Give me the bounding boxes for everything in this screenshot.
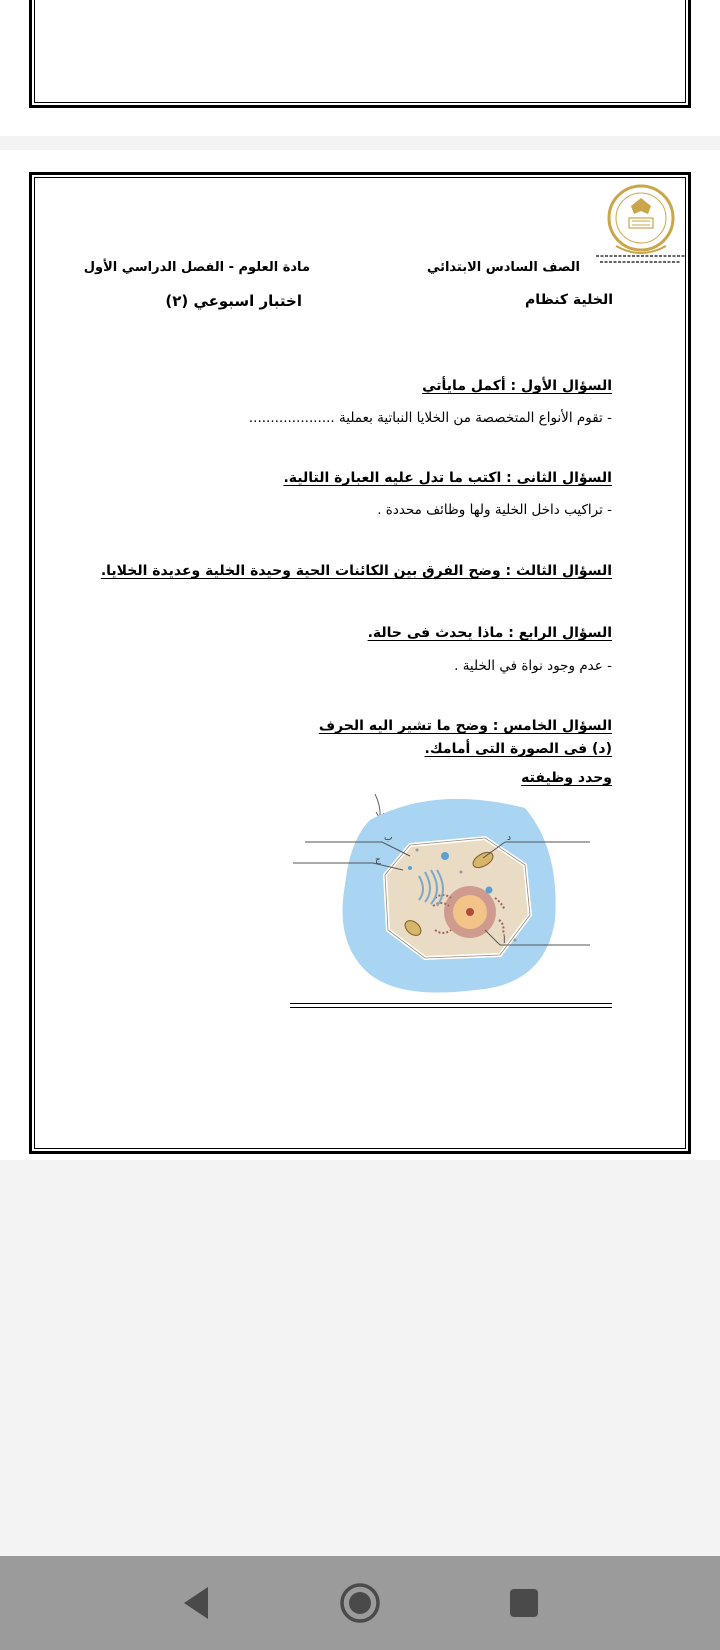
grade-label: الصف السادس الابتدائي bbox=[426, 260, 580, 275]
question-4-body: - عدم وجود نواة في الخلية . bbox=[454, 658, 612, 674]
label-c: ج bbox=[375, 855, 381, 865]
question-2-body: - تراكيب داخل الخلية ولها وظائف محددة . bbox=[377, 502, 612, 518]
question-1-title: السؤال الأول : أكمل مايأتي bbox=[422, 378, 612, 394]
question-3-title: السؤال الثالث : وضح الفرق بين الكائنات الحية وحيدة الخلية وعديدة الخلايا. bbox=[100, 563, 612, 579]
recents-square-icon bbox=[508, 1587, 540, 1619]
lesson-label: الخلية كنظام bbox=[525, 292, 613, 308]
back-button[interactable] bbox=[166, 1576, 226, 1630]
label-a: أ bbox=[503, 936, 506, 946]
exam-page bbox=[0, 150, 720, 1160]
question-5-line-3: وحدد وظيفته bbox=[521, 770, 612, 786]
label-d: د bbox=[507, 833, 512, 843]
label-b: ب bbox=[384, 833, 393, 843]
question-4-title: السؤال الرابع : ماذا يحدث فى حالة. bbox=[367, 625, 612, 641]
ministry-seal-icon bbox=[592, 184, 686, 268]
subject-term-label: مادة العلوم - الفصل الدراسي الأول bbox=[83, 260, 310, 275]
system-navigation-bar bbox=[0, 1556, 720, 1650]
back-triangle-icon bbox=[180, 1585, 212, 1621]
section-divider bbox=[290, 1003, 612, 1008]
question-2-title: السؤال الثانى : اكتب ما تدل عليه العبارة التالية. bbox=[283, 470, 612, 486]
exam-title: اختبار اسبوعي (٢) bbox=[165, 292, 302, 310]
ministry-logo bbox=[592, 184, 686, 268]
question-1-body: - تقوم الأنواع المتخصصة من الخلايا النباتية بعملية .................... bbox=[248, 410, 612, 426]
home-circle-icon bbox=[339, 1582, 381, 1624]
previous-page-frame-inner bbox=[34, 0, 686, 103]
question-5-line-2: (د) فى الصورة التى أمامك. bbox=[424, 741, 612, 757]
cell-diagram bbox=[285, 790, 615, 1005]
home-button[interactable] bbox=[330, 1576, 390, 1630]
question-5-line-1: السؤال الخامس : وضح ما تشير اليه الحرف bbox=[318, 718, 612, 734]
recents-button[interactable] bbox=[494, 1576, 554, 1630]
previous-page bbox=[0, 0, 720, 136]
